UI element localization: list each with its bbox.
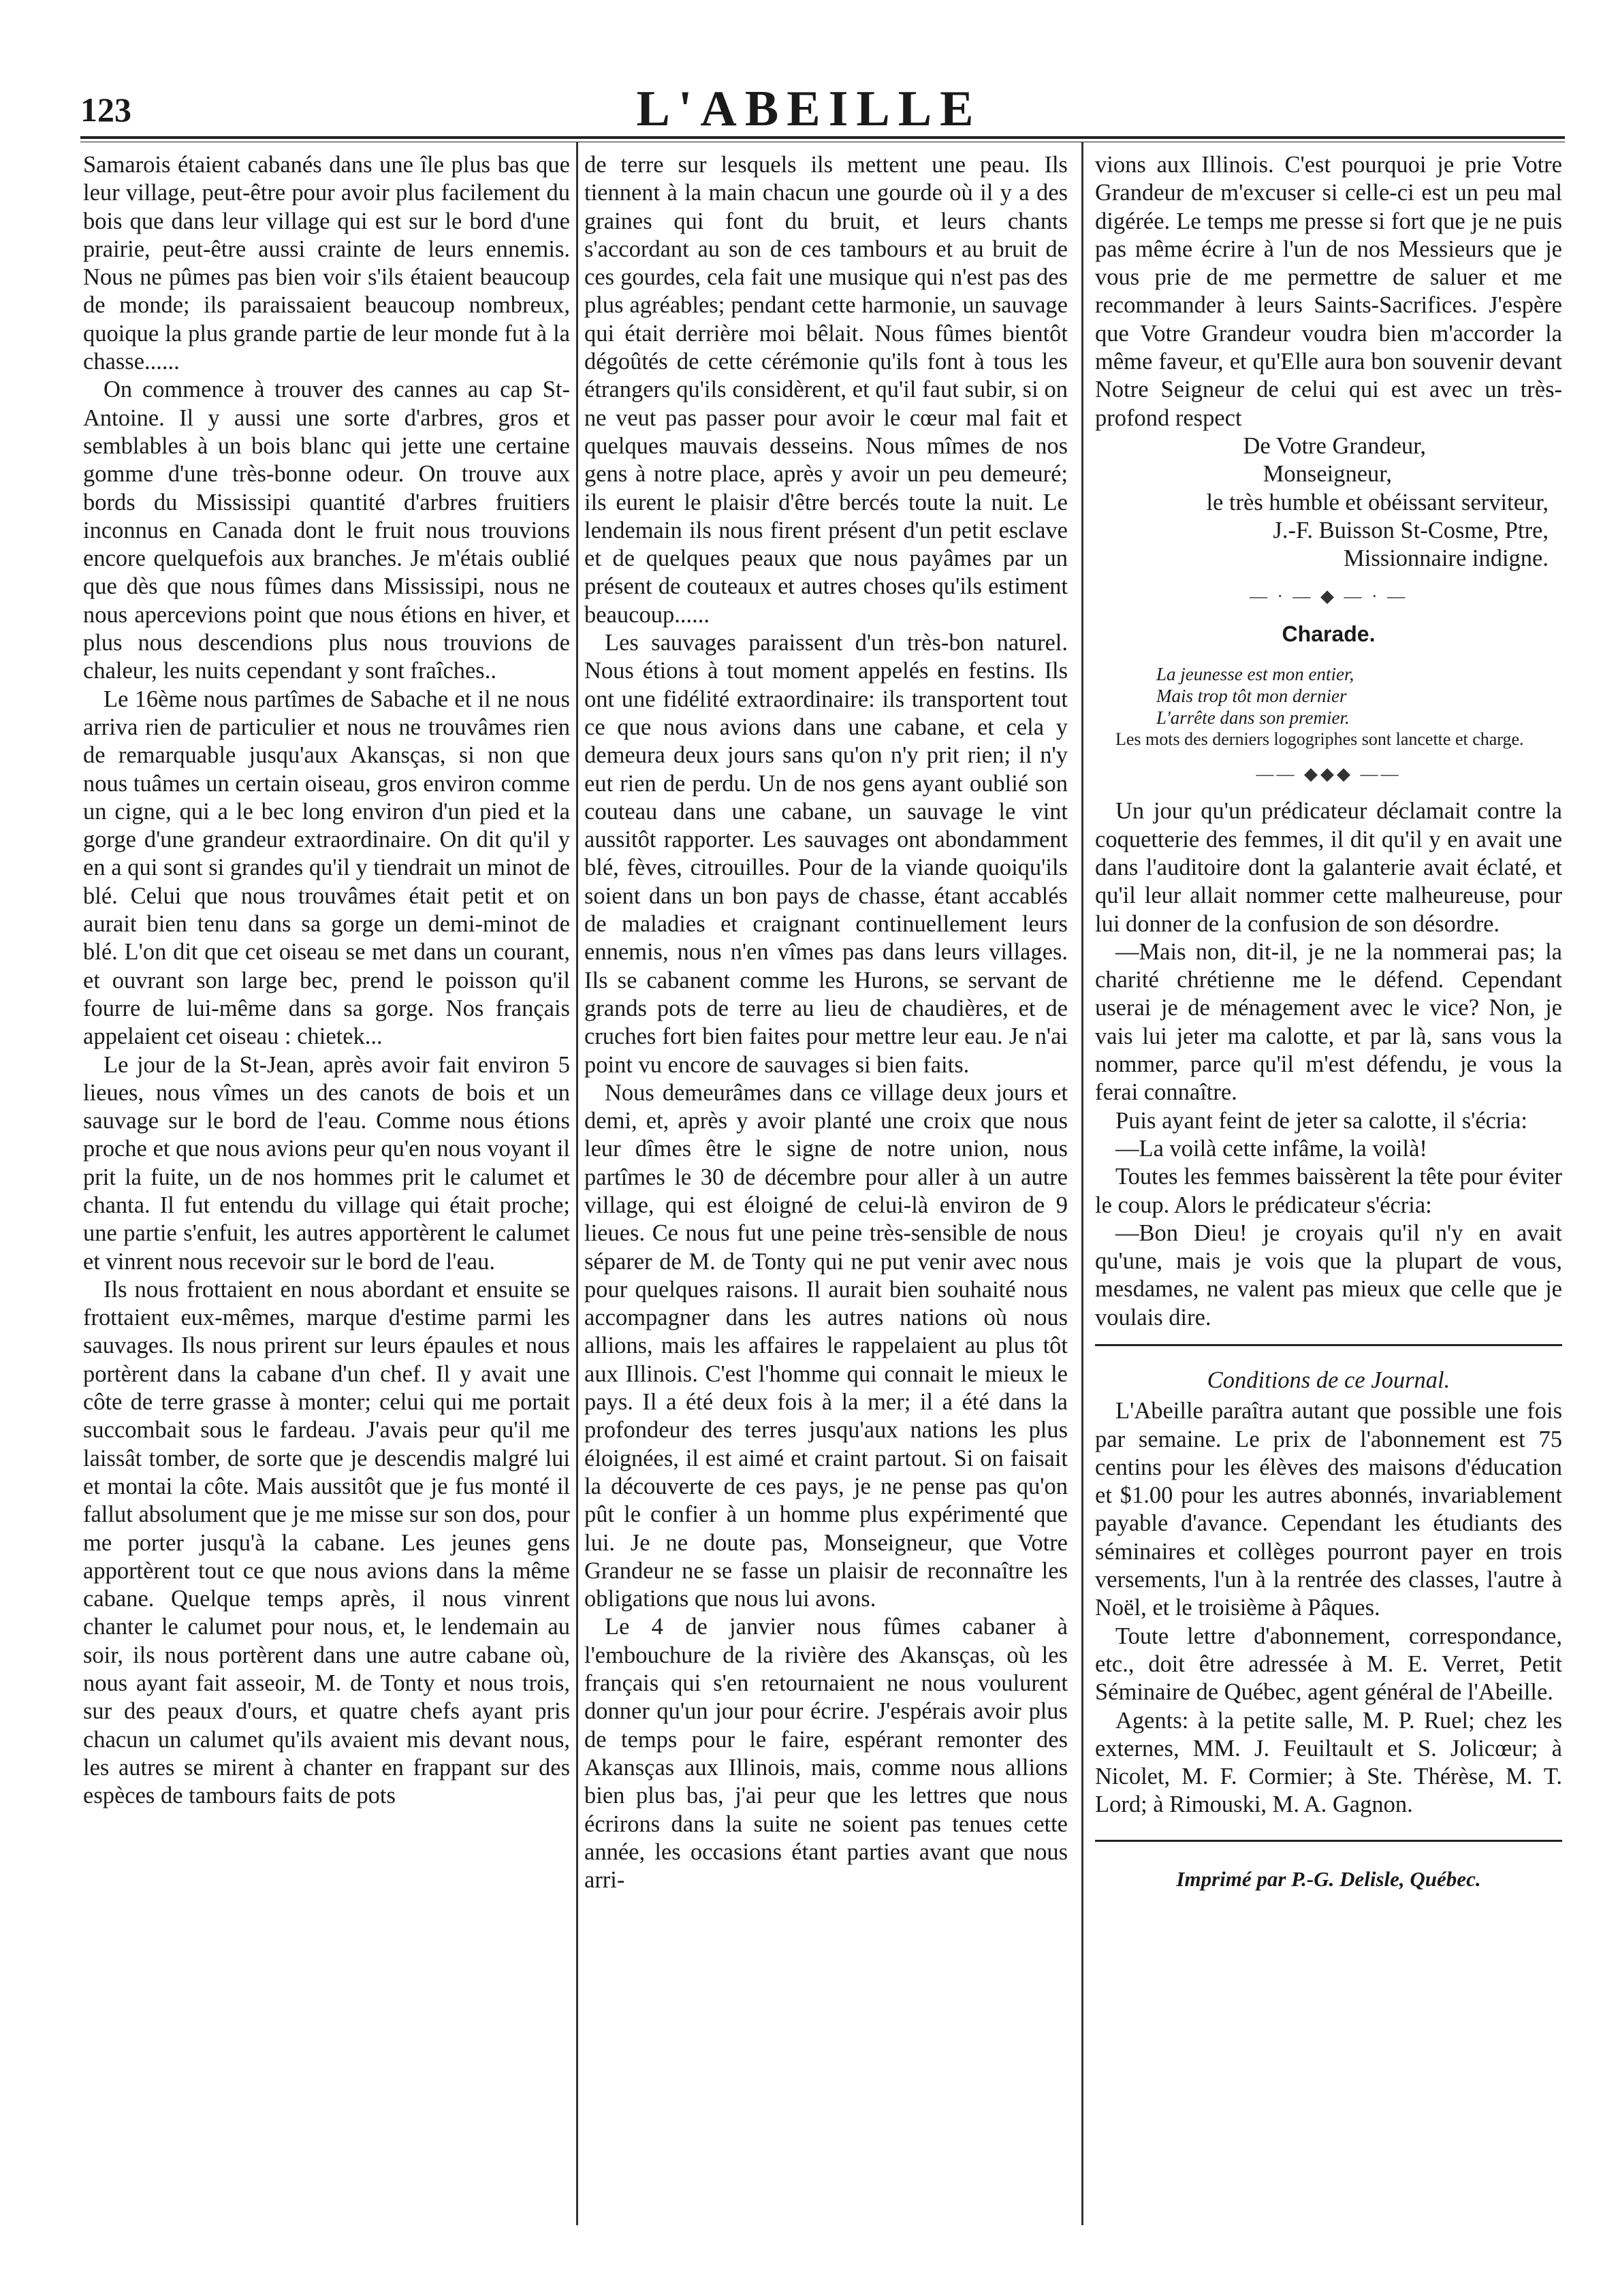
letter-closing: [1095, 432, 1562, 573]
paragraph: de terre sur lesquels ils mettent une peau. Ils tiennent à la main chacun une gourde où il y a des graines qui font du bruit, et leurs chants s'accordant au son de ces tambours et au bruit de ces gourdes, cela fait une musique qui n'est pas des plus agréables; pendant cette harmonie, un sauvage qui était derrière moi bêlait. Nous fûmes bientôt dégoûtés de cette cérémonie qu'ils font à tous les étrangers qu'ils considèrent, et qu'il faut subir, si on ne veut pas passer pour avoir le cœur mal fait et quelques mauvais desseins. Nous mîmes de nos gens à notre place, après y avoir un peu demeuré; ils eurent le plaisir d'être bercés toute la nuit. Le lendemain ils nous firent présent d'un petit esclave et de quelques peaux que nous payâmes par un présent de couteaux et autres choses qu'ils estiment beaucoup......: [584, 152, 1068, 628]
paragraph: —La voilà cette infâme, la voilà!: [1115, 1135, 1427, 1162]
paragraph: Ils nous frottaient en nous abordant et ensuite se frottaient eux-mêmes, marque d'estime parmi les sauvages. Ils nous prirent sur leurs épaules et nous portèrent dans la cabane d'un chef. Il y avait une côte de terre grasse à monter; celui qui me portait succombait sous le fardeau. J'avais peur qu'il me laissât tomber, de sorte que je descendis malgré lui et montai la côte. Mais aussitôt que je fus monté il fallut absolument que je me misse sur son dos, pour me porter jusqu'à la cabane. Les jeunes gens apportèrent tout ce que nous avions dans la même cabane. Quelque temps après, il nous vinrent chanter le calumet pour nous, et, le lendemain au soir, ils nous portèrent dans une autre cabane où, nous ayant fait asseoir, M. de Tonty et nous trois, sur des peaux d'ours, et quatre chefs ayant pris chacun un calumet qu'ils avaient mis devant nous, les autres se mirent à chanter en frappant sur des espèces de tambours faits de pots: [83, 1276, 570, 1809]
paragraph: On commence à trouver des cannes au cap St-Antoine. Il y aussi une sorte d'arbres, gros et semblables à un bois blanc qui jette une certaine gomme d'une très-bonne odeur. On trouve aux bords du Mississipi quantité d'arbres fruitiers inconnus en Canada dont le fruit nous trouvions encore quelquefois aux branches. Je m'étais oublié que dès que nous fûmes dans Mississipi, nous ne nous apercevions point que nous étions en hiver, et plus nous descendions plus nous trouvions de chaleur, les nuits cependant y sont fraîches..: [83, 377, 570, 684]
letter-text: vions aux Illinois. C'est pourquoi je prie Votre Grandeur de m'excuser si celle-ci est un peu mal digérée. Le temps me presse si fort que je ne puis pas même écrire à l'un de nos Messieurs que je vous prie de me permettre de saluer et me recommander à leurs Saints-Sacrifices. J'espère que Votre Grandeur voudra bien m'accorder la même faveur, et qu'Elle aura bon souvenir devant Notre Seigneur de celui qui est avec un très-profond respect: [1095, 152, 1562, 431]
column-divider-1: [576, 142, 578, 2225]
column-2: [584, 151, 1068, 1894]
ornament-divider: —— ◆◆◆ ——: [1256, 764, 1401, 784]
header-rule-top: [80, 136, 1565, 139]
charade-title: Charade.: [1282, 621, 1376, 646]
paragraph: Le 4 de janvier nous fûmes cabaner à l'embouchure de la rivière des Akansças, où les français qui s'en retournaient ne nous voulurent donner qu'un jour pour écrire. J'espérais avoir plus de temps pour le faire, espérant remonter des Akansças aux Illinois, mais, comme nous allions bien plus bas, j'ai peur que les lettres que nous écrirons dans la suite ne soient pas tenues cette année, les occasions étant parties avant que nous arri-: [584, 1614, 1068, 1894]
paragraph: —Mais non, dit-il, je ne la nommerai pas; la charité chrétienne me le défend. Cependant userai je de ménagement avec le vice? Non, je vais lui jeter ma calotte, et par là, sans vous la nommer, parce qu'il m'est défendu, je vous la ferai connaître.: [1095, 938, 1562, 1106]
paragraph: L'Abeille paraîtra autant que possible une fois par semaine. Le prix de l'abonnement est 75 centins pour les élèves des maisons d'éducation et $1.00 pour les autres abonnés, invariablement payable d'avance. Cependant les étudiants des séminaires et collèges pourront payer en trois versements, l'un à la rentrée des classes, l'autre à Noël, et le troisième à Pâques.: [1095, 1398, 1562, 1621]
paragraph: Toute lettre d'abonnement, correspondance, etc., doit être adressée à M. E. Verret, Petit Séminaire de Québec, agent général de l'Abeille.: [1095, 1623, 1562, 1706]
ornament-divider: — · — ◆ — · —: [1249, 586, 1408, 607]
verse-line: L'arrête dans son premier.: [1156, 707, 1350, 729]
closing-line: Missionnaire indigne.: [1344, 545, 1549, 572]
column-1: [83, 151, 570, 1811]
closing-line: le très humble et obéissant serviteur,: [1206, 489, 1549, 515]
imprint: Imprimé par P.-G. Delisle, Québec.: [1176, 1866, 1481, 1891]
closing-line: Monseigneur,: [1263, 461, 1392, 488]
section-rule: [1095, 1840, 1562, 1842]
signature-line: J.-F. Buisson St-Cosme, Ptre,: [1273, 517, 1549, 543]
section-rule: [1095, 1344, 1562, 1346]
paragraph: Nous demeurâmes dans ce village deux jours et demi, et, après y avoir planté une croix que nous leur dîmes être le signe de notre union, nous partîmes le 30 de décembre pour aller à un autre village, qui est éloigné de celui-là environ de 9 lieues. Ce nous fut une peine très-sensible de nous séparer de M. de Tonty qui ne put venir avec nous pour quelques raisons. Il aurait bien souhaité nous accompagner dans les autres nations où nous allions, mais les affaires le rappelaient au plus tôt aux Illinois. C'est l'homme qui connait le mieux le pays. Il a été deux fois à la mer; il a été dans la profondeur des terres jusqu'aux nations les plus éloignées, il est aimé et craint partout. Si on faisait la découverte de ces pays, je ne pense pas qu'on pût le confier à un homme plus expérimenté que lui. Je ne doute pas, Monseigneur, que Votre Grandeur ne se fasse un plaisir de reconnaître les obligations que nous lui avons.: [584, 1079, 1068, 1612]
paragraph: Samarois étaient cabanés dans une île plus bas que leur village, peut-être pour avoir plus facilement du bois que dans leur village qui est sur le bord d'une prairie, peut-être aussi crainte de leurs ennemis. Nous ne pûmes pas bien voir s'ils étaient beaucoup de monde; ils paraissaient beaucoup nombreux, quoique la plus grande partie de leur monde fut à la chasse......: [83, 152, 570, 375]
closing-line: De Votre Grandeur,: [1243, 432, 1426, 459]
page-number: 123: [80, 91, 131, 129]
paragraph: —Bon Dieu! je croyais qu'il n'y en avait qu'une, mais je vois que la plupart de vous, mesdames, ne valent pas mieux que celle que je voulais dire.: [1095, 1219, 1562, 1330]
paragraph: Un jour qu'un prédicateur déclamait contre la coquetterie des femmes, il dit qu'il y en avait une dans l'auditoire dont la galanterie avait éclaté, et qu'il leur allait nommer cette malheureuse, pour lui donner de la confusion de son désordre.: [1095, 798, 1562, 937]
paragraph: Agents: à la petite salle, M. P. Ruel; chez les externes, MM. J. Feuiltault et S. Jolicœur; à Nicolet, M. F. Cormier; à Ste. Thérèse, M. T. Lord; à Rimouski, M. A. Gagnon.: [1095, 1707, 1562, 1818]
charade-note: Les mots des derniers logogriphes sont lancette et charge.: [1115, 729, 1524, 750]
column-3: [1095, 151, 1562, 1893]
column-divider-2: [1081, 142, 1083, 2225]
paragraph: Puis ayant feint de jeter sa calotte, il s'écria:: [1115, 1107, 1527, 1134]
paragraph: Le 16ème nous partîmes de Sabache et il ne nous arriva rien de particulier et nous ne trouvâmes rien de remarquable jusqu'aux Akansças, si non que nous tuâmes un certain oiseau, gros environ comme un cigne, qui a le bec long environ d'un pied et la gorge d'une grandeur extraordinaire. On dit qu'il y en a qui sont si grandes qu'il y tiendrait un minot de blé. Celui que nous trouvâmes était petit et on aurait bien tenu dans sa gorge un demi-minot de blé. L'on dit que cet oiseau se met dans un courant, et ouvrant son large bec, prend le poisson qu'il fourre de lui-même dans sa gorge. Nos français appelaient cet oiseau : chietek...: [83, 686, 570, 1050]
conditions-title: Conditions de ce Journal.: [1207, 1367, 1450, 1393]
verse-line: La jeunesse est mon entier,: [1156, 664, 1354, 685]
masthead-title: L'ABEILLE: [636, 81, 982, 137]
paragraph: Les sauvages paraissent d'un très-bon naturel. Nous étions à tout moment appelés en festins. Ils ont une fidélité extraordinaire: ils transportent tout ce que nous avions dans une cabane, et cela y demeura deux jours sans qu'on n'y prit rien; il n'y eut rien de perdu. Un de nos gens ayant oublié son couteau dans une cabane, un sauvage le vint aussitôt rapporter. Les sauvages ont abondamment blé, fèves, citrouilles. Pour de la viande quoiqu'ils soient dans un bon pays de chasse, étant accablés de maladies et craignant continuellement leurs ennemis, nous n'en vîmes pas dans leurs villages. Ils se cabanent comme les Hurons, se servant de grands pots de terre au lieu de chaudières, et de cruches fort bien faites pour mettre leur eau. Je n'ai point vu encore de sauvages si bien faits.: [584, 630, 1068, 1078]
paragraph: Le jour de la St-Jean, après avoir fait environ 5 lieues, nous vîmes un des canots de bois et un sauvage sur le bord de l'eau. Comme nous étions proche et que nous avions peur qu'en nous voyant il prit la fuite, un de nos hommes prit le calumet et chanta. Il fut entendu du village qui était proche; une partie s'enfuit, les autres apportèrent le calumet et vinrent nous recevoir sur le bord de l'eau.: [83, 1051, 570, 1275]
verse-line: Mais trop tôt mon dernier: [1156, 686, 1347, 707]
paragraph: Toutes les femmes baissèrent la tête pour éviter le coup. Alors le prédicateur s'écria:: [1095, 1164, 1562, 1218]
charade-verse: [1095, 663, 1562, 729]
